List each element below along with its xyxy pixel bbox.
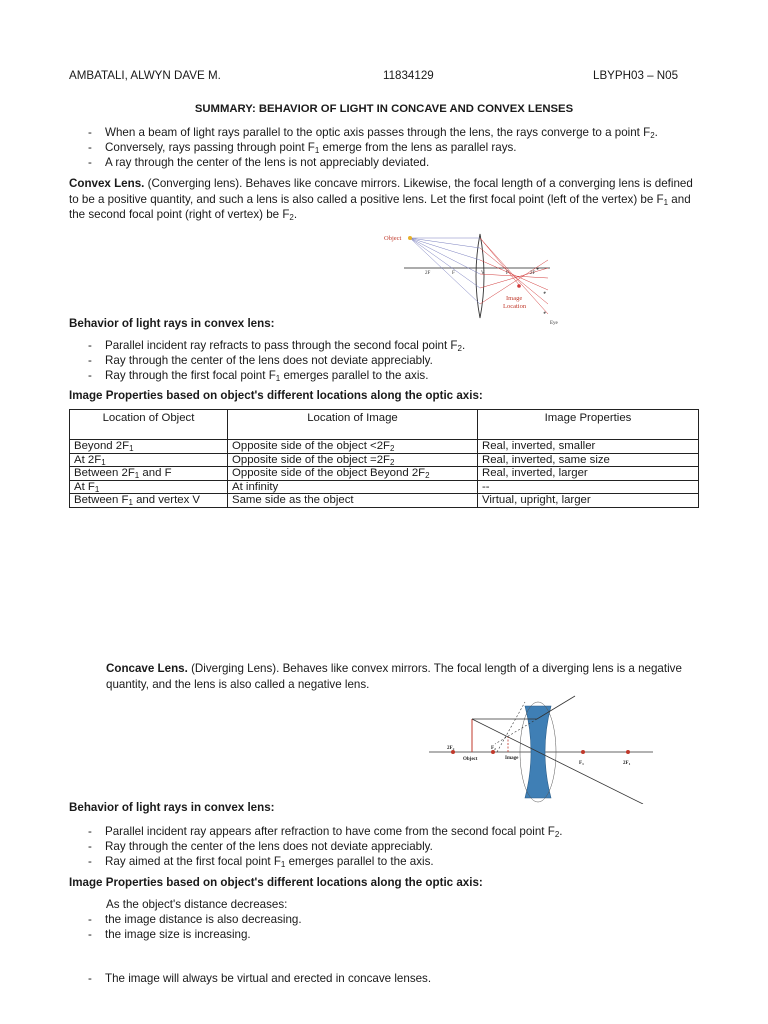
table-row bbox=[70, 480, 699, 494]
image-properties-table bbox=[69, 409, 699, 508]
student-name: AMBATALI, ALWYN DAVE M. bbox=[69, 69, 221, 82]
list-item: - A ray through the center of the lens is not appreciably deviated. bbox=[88, 155, 658, 170]
distance-list bbox=[88, 912, 302, 942]
list-item: - Ray aimed at the first focal point $F_1$ emerges parallel to the axis. bbox=[88, 854, 563, 869]
table-cell: -- bbox=[478, 480, 699, 494]
concave-table-heading: Image Properties based on object's different locations along the optic axis: bbox=[69, 876, 483, 889]
diagram-axis-label: V bbox=[481, 271, 485, 276]
convex-lens-diagram bbox=[380, 226, 570, 328]
diagram-label: 2F bbox=[447, 746, 453, 751]
object-dot bbox=[408, 236, 412, 240]
concave-heading: Concave Lens. bbox=[106, 662, 188, 675]
diagram-label: F bbox=[579, 761, 583, 766]
center-ray bbox=[472, 719, 643, 804]
table-cell: Real, inverted, smaller bbox=[478, 440, 699, 454]
table-header: Location of Object bbox=[70, 410, 228, 440]
convex-table-heading: Image Properties based on object's different locations along the optic axis: bbox=[69, 389, 483, 402]
table-cell: Between $2F_1$ and F bbox=[70, 467, 228, 481]
focal-point-dot bbox=[626, 750, 630, 754]
diagram-label: 2F bbox=[623, 761, 629, 766]
diagram-object-label: Object bbox=[384, 235, 402, 242]
list-item: - Ray through the center of the lens does not deviate appreciably. bbox=[88, 353, 465, 368]
eye-icon: ◕ bbox=[543, 311, 547, 316]
table-cell: Beyond $2F_1$ bbox=[70, 440, 228, 454]
image-ray bbox=[497, 702, 525, 752]
concave-paragraph: Concave Lens. (Diverging Lens). Behaves like convex mirrors. The focal length of a diverging lens is a negative quantity, and the lens is also called a negative lens. bbox=[106, 662, 682, 691]
convex-behavior-list bbox=[88, 338, 465, 383]
final-note-list bbox=[88, 971, 431, 986]
eye-icon: ◕ bbox=[536, 267, 540, 272]
table-cell: At $F_1$ bbox=[70, 480, 228, 494]
table-row bbox=[70, 440, 699, 454]
convex-lens bbox=[476, 234, 484, 318]
list-item: - the image size is increasing. bbox=[88, 927, 302, 942]
focal-point-dot bbox=[581, 750, 585, 754]
svg-text:F2 bbox=[491, 746, 496, 751]
table-cell: At infinity bbox=[228, 480, 478, 494]
svg-text:2F2 bbox=[447, 746, 455, 751]
concave-behavior-list bbox=[88, 824, 563, 869]
table-cell: Opposite side of the object $<2F_2$ bbox=[228, 440, 478, 454]
diagram-image-label: Image bbox=[506, 295, 523, 302]
table-header: Image Properties bbox=[478, 410, 699, 440]
list-item: - Parallel incident ray appears after refraction to have come from the second focal point $F_2$. bbox=[88, 824, 563, 839]
list-item: - Ray through the first focal point $F_1$ emerges parallel to the axis. bbox=[88, 368, 465, 383]
eye-icon: ◕ bbox=[543, 291, 547, 296]
document-title: SUMMARY: BEHAVIOR OF LIGHT IN CONCAVE AND CONVEX LENSES bbox=[194, 103, 574, 115]
table-cell: Real, inverted, same size bbox=[478, 453, 699, 467]
list-item: - Conversely, rays passing through point $F_1$ emerge from the lens as parallel rays. bbox=[88, 140, 658, 155]
list-item: - Parallel incident ray refracts to pass through the second focal point $F_2$. bbox=[88, 338, 465, 353]
convex-heading: Convex Lens. bbox=[69, 177, 145, 190]
table-cell: At $2F_1$ bbox=[70, 453, 228, 467]
diagram-label: 1 bbox=[582, 762, 584, 766]
list-item: - When a beam of light rays parallel to the optic axis passes through the lens, the rays converge to a point $F_2$. bbox=[88, 125, 658, 140]
diagram-axis-label: F bbox=[506, 271, 509, 276]
diagram-label: Image bbox=[505, 756, 519, 761]
list-item: - Ray through the center of the lens does not deviate appreciably. bbox=[88, 839, 563, 854]
table-cell: Real, inverted, larger bbox=[478, 467, 699, 481]
table-cell: Opposite side of the object Beyond $2F_2$ bbox=[228, 467, 478, 481]
diagram-label: F bbox=[491, 746, 495, 751]
table-cell: Opposite side of the object $=2F_2$ bbox=[228, 453, 478, 467]
distance-intro: As the object's distance decreases: bbox=[106, 898, 288, 911]
table-cell: Between $F_1$ and vertex V bbox=[70, 494, 228, 508]
image-dot bbox=[517, 284, 521, 288]
diagram-axis-label: F bbox=[452, 271, 455, 276]
table-row bbox=[70, 453, 699, 467]
list-item: - the image distance is also decreasing. bbox=[88, 912, 302, 927]
diagram-location-label: Location bbox=[503, 303, 527, 310]
convex-paragraph: Convex Lens. (Converging lens). Behaves like concave mirrors. Likewise, the focal length of a converging lens is defined to be a positive quantity, and such a lens is also called a positive lens. Let the first focal point (left of the vertex) be $F_1$ and the second focal point (right of vertex) be $F_2$. bbox=[69, 177, 693, 222]
incident-rays bbox=[410, 238, 480, 304]
convex-behavior-heading: Behavior of light rays in convex lens: bbox=[69, 317, 275, 330]
table-cell: Virtual, upright, larger bbox=[478, 494, 699, 508]
intro-list bbox=[88, 125, 658, 170]
diagram-label: Object bbox=[463, 757, 478, 762]
concave-lens-diagram bbox=[425, 692, 657, 804]
student-id: 11834129 bbox=[383, 69, 434, 82]
diagram-eye-label: Eye bbox=[550, 321, 558, 326]
final-note: - The image will always be virtual and erected in concave lenses. bbox=[88, 971, 431, 986]
concave-behavior-heading: Behavior of light rays in convex lens: bbox=[69, 801, 275, 814]
svg-text:F1 bbox=[579, 761, 584, 766]
table-cell: Same side as the object bbox=[228, 494, 478, 508]
diagram-axis-label: 2F bbox=[530, 271, 536, 276]
diagram-label: 1 bbox=[628, 762, 631, 766]
table-row bbox=[70, 467, 699, 481]
svg-text:2F1 bbox=[623, 761, 631, 766]
table-header: Location of Image bbox=[228, 410, 478, 440]
diagram-axis-label: 2F bbox=[425, 271, 431, 276]
diagram-label: 2 bbox=[494, 747, 496, 751]
table-row bbox=[70, 494, 699, 508]
course-section: LBYPH03 – N05 bbox=[593, 69, 679, 82]
diagram-label: 2 bbox=[452, 747, 455, 751]
